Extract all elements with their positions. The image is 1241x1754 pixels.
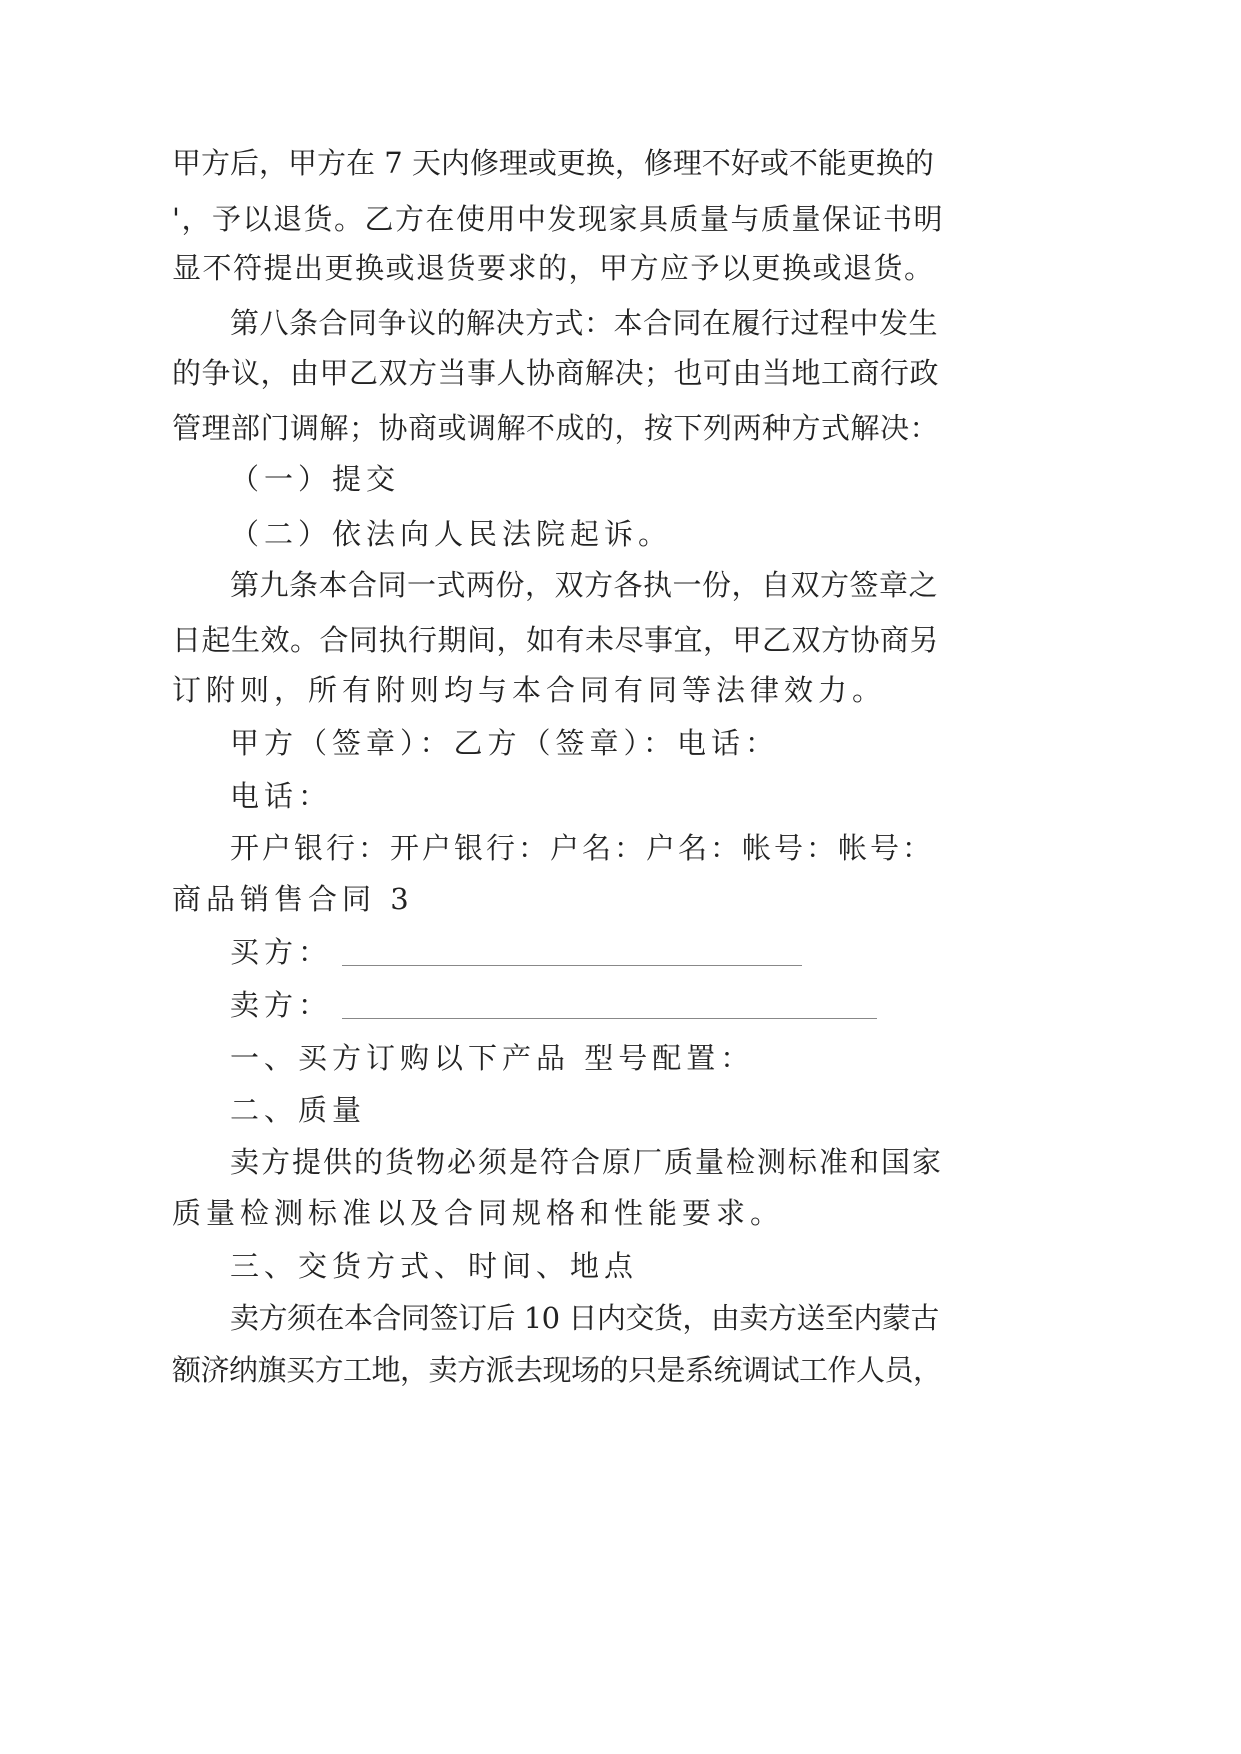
- buyer-blank: [342, 945, 802, 966]
- text-line: 三、交货方式、时间、地点: [230, 1249, 639, 1283]
- text-line: （二）依法向人民法院起诉。: [230, 517, 673, 551]
- text-line: 的争议，由甲乙双方当事人协商解决；也可由当地工商行政: [172, 356, 940, 390]
- buyer-label: 买方：: [230, 935, 333, 969]
- text-line: 质量检测标准以及合同规格和性能要求。: [172, 1196, 785, 1230]
- seller-label: 卖方：: [230, 988, 333, 1022]
- buyer-line: [230, 932, 802, 972]
- text-line: 管理部门调解；协商或调解不成的，按下列两种方式解决：: [172, 411, 940, 445]
- seller-line: [230, 985, 877, 1025]
- text-line: （一）提交: [230, 462, 401, 496]
- text-line: 甲方后，甲方在 7 天内修理或更换，修理不好或不能更换的: [172, 146, 934, 180]
- text-line: 电话：: [230, 779, 333, 813]
- text-line: 甲方（签章）：乙方（签章）：电话：: [230, 726, 780, 760]
- text-line: '，予以退货。乙方在使用中发现家具质量与质量保证书明: [172, 202, 944, 236]
- text-line: 开户银行：开户银行：户名：户名：帐号：帐号：: [230, 831, 935, 865]
- text-line: 第八条合同争议的解决方式：本合同在履行过程中发生: [230, 306, 939, 340]
- text-line: 二、质量: [230, 1093, 367, 1127]
- seller-blank: [342, 998, 877, 1019]
- text-line: 日起生效。合同执行期间，如有未尽事宜，甲乙双方协商另: [172, 623, 940, 657]
- section-title: 商品销售合同 3: [172, 882, 414, 916]
- text-line: 卖方须在本合同签订后 10 日内交货，由卖方送至内蒙古: [230, 1301, 939, 1335]
- text-line: 卖方提供的货物必须是符合原厂质量检测标准和国家: [230, 1145, 944, 1179]
- text-line: 额济纳旗买方工地，卖方派去现场的只是系统调试工作人员，: [172, 1353, 942, 1387]
- text-line: 第九条本合同一式两份，双方各执一份，自双方签章之: [230, 568, 939, 602]
- text-line: 显不符提出更换或退货要求的，甲方应予以更换或退货。: [172, 251, 935, 285]
- text-line: 一、买方订购以下产品 型号配置：: [230, 1041, 755, 1075]
- text-line: 订附则，所有附则均与本合同有同等法律效力。: [172, 673, 887, 707]
